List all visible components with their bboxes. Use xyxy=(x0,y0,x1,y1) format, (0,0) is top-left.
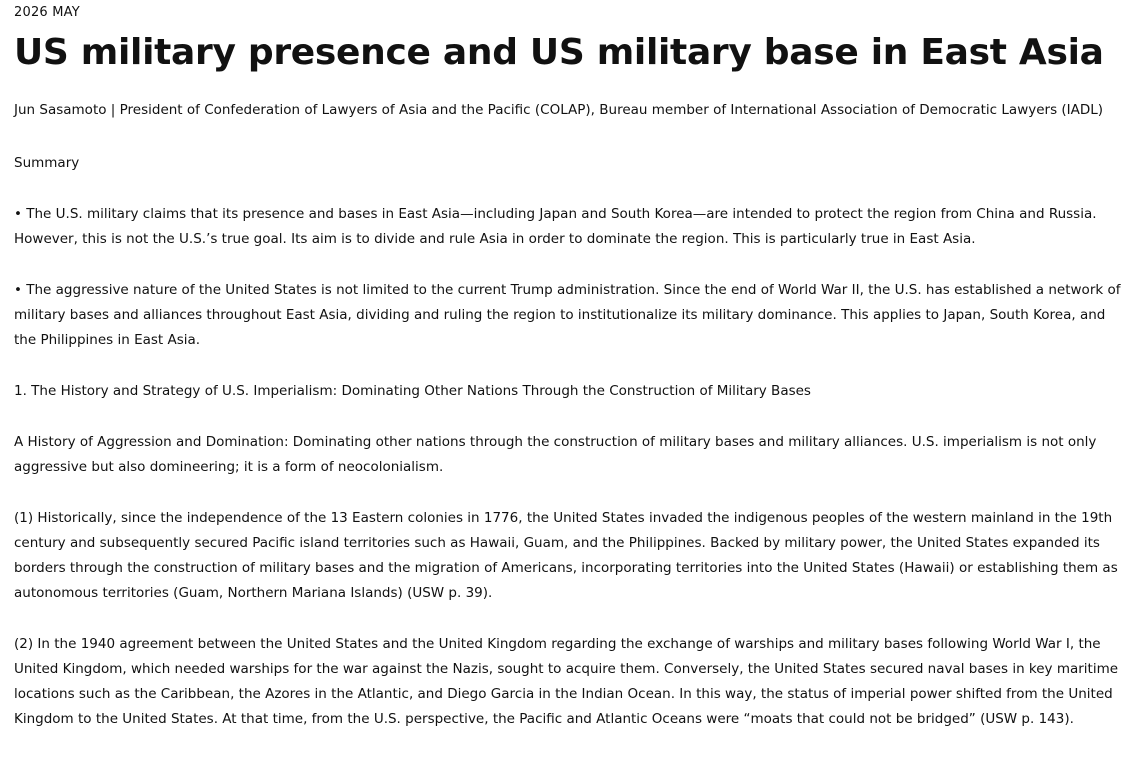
summary-label: Summary xyxy=(14,155,80,171)
publication-date: 2026 MAY xyxy=(14,5,80,20)
section-heading-1: 1. The History and Strategy of U.S. Imperialism: Dominating Other Nations Through the Construction of Military Bases xyxy=(14,383,811,399)
article-title: US military presence and US military base in East Asia xyxy=(14,32,1104,73)
paragraph-bullet-1: • The U.S. military claims that its presence and bases in East Asia—including Japan and South Korea—are intended to protect the region from China and Russia. However, this is not the U.S.’s true goal. Its aim is to divide and rule Asia in order to dominate the region. This is particularly true in East Asia. xyxy=(14,206,1097,247)
paragraph-point-1: (1) Historically, since the independence of the 13 Eastern colonies in 1776, the United States invaded the indigenous peoples of the western mainland in the 19th century and subsequently secured Pacific island territories such as Hawaii, Guam, and the Philippines. Backed by military power, the United States expanded its borders through the construction of military bases and the migration of Americans, incorporating territories into the United States (Hawaii) or establishing them as autonomous territories (Guam, Northern Mariana Islands) (USW p. 39). xyxy=(14,510,1118,601)
paragraph-point-2: (2) In the 1940 agreement between the United States and the United Kingdom regarding the exchange of warships and military bases following World War I, the United Kingdom, which needed warships for the war against the Nazis, sought to acquire them. Conversely, the United States secured naval bases in key maritime locations such as the Caribbean, the Azores in the Atlantic, and Diego Garcia in the Indian Ocean. In this way, the status of imperial power shifted from the United Kingdom to the United States. At that time, from the U.S. perspective, the Pacific and Atlantic Oceans were “moats that could not be bridged” (USW p. 143). xyxy=(14,636,1119,727)
author-byline: Jun Sasamoto | President of Confederation of Lawyers of Asia and the Pacific (COLAP), Bureau member of International Association of Democratic Lawyers (IADL) xyxy=(14,102,1104,118)
paragraph-bullet-2: • The aggressive nature of the United States is not limited to the current Trump administration. Since the end of World War II, the U.S. has established a network of military bases and alliances throughout East Asia, dividing and ruling the region to institutionalize its military dominance. This applies to Japan, South Korea, and the Philippines in East Asia. xyxy=(14,282,1121,348)
paragraph-history-intro: A History of Aggression and Domination: Dominating other nations through the construction of military bases and military alliances. U.S. imperialism is not only aggressive but also domineering; it is a form of neocolonialism. xyxy=(14,434,1097,475)
